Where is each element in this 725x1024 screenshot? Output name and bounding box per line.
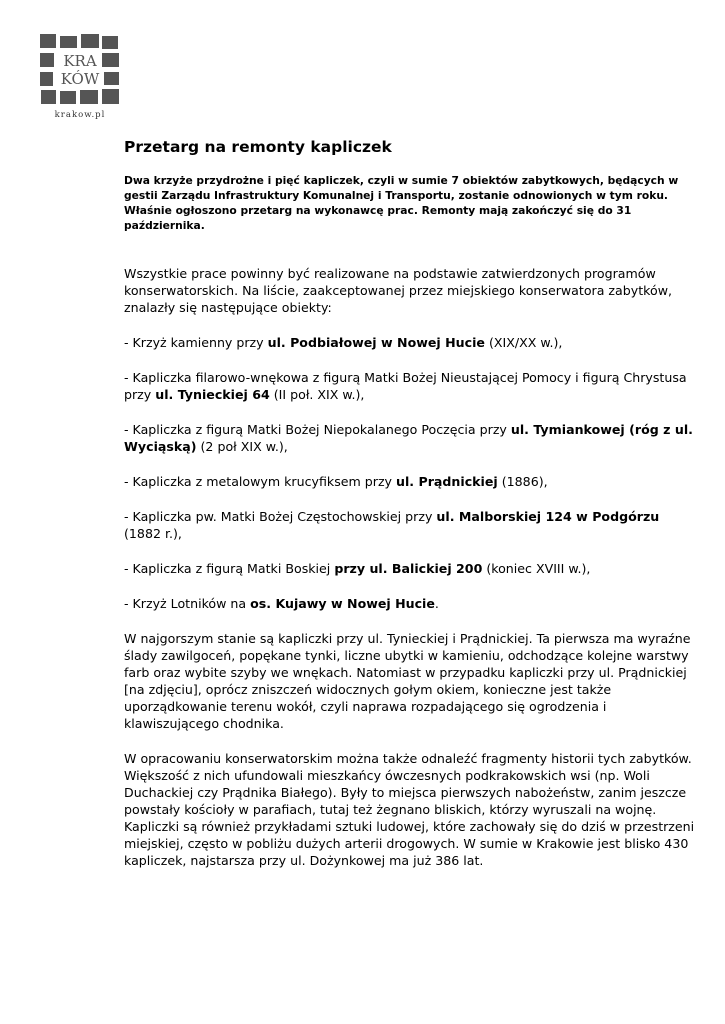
article-title: Przetarg na remonty kapliczek bbox=[124, 138, 392, 156]
logo-caption: krakow.pl bbox=[54, 110, 106, 120]
krakow-logo bbox=[38, 32, 122, 122]
intro-paragraph: Wszystkie prace powinny być realizowane na podstawie zatwierdzonych programów konserwatorskich. Na liście, zaakceptowanej przez miejskiego konserwatora zabytków, znalazły się następujące obiekty: bbox=[124, 266, 672, 315]
list-item: - Kapliczka filarowo-wnękowa z figurą Matki Bożej Nieustającej Pomocy i figurą Chrystusa przy ul. Tynieckiej 64 (II poł. XIX w.), bbox=[124, 370, 687, 402]
list-item: - Krzyż Lotników na os. Kujawy w Nowej Hucie. bbox=[124, 596, 439, 611]
article-lead: Dwa krzyże przydrożne i pięć kapliczek, czyli w sumie 7 obiektów zabytkowych, będących w gestii Zarządu Infrastruktury Komunalnej i Transportu, zostanie odnowionych w tym roku. Właśnie ogłoszono przetarg na wykonawcę prac. Remonty mają zakończyć się do 31 października. bbox=[124, 174, 679, 232]
list-item: - Kapliczka z figurą Matki Bożej Niepokalanego Poczęcia przy ul. Tymiankowej (róg z ul. Wyciąską) (2 poł XIX w.), bbox=[124, 422, 693, 454]
list-item: - Kapliczka pw. Matki Bożej Częstochowskiej przy ul. Malborskiej 124 w Podgórzu (1882 r.), bbox=[124, 509, 660, 541]
krakow-logo-mark bbox=[38, 32, 122, 108]
logo-text-line2: KÓW bbox=[60, 70, 100, 88]
article-body bbox=[124, 265, 699, 869]
logo-text-line1: KRA bbox=[63, 52, 97, 70]
history-paragraph: W opracowaniu konserwatorskim można także odnaleźć fragmenty historii tych zabytków. Większość z nich ufundowali mieszkańcy ówczesnych podkrakowskich wsi (np. Woli Duchackiej czy Prądnika Białego). Były to miejsca pierwszych nabożeństw, zanim jeszcze powstały kościoły w parafiach, tutaj też żegnano bliskich, którzy wyruszali na wojnę. Kapliczki są również przykładami sztuki ludowej, które zachowały się do dziś w przestrzeni miejskiej, często w pobliżu dużych arterii drogowych. W sumie w Krakowie jest blisko 430 kapliczek, najstarsza przy ul. Dożynkowej ma już 386 lat. bbox=[124, 751, 695, 868]
list-item: - Kapliczka z metalowym krucyfiksem przy ul. Prądnickiej (1886), bbox=[124, 474, 548, 489]
list-item: - Krzyż kamienny przy ul. Podbiałowej w Nowej Hucie (XIX/XX w.), bbox=[124, 335, 563, 350]
article bbox=[124, 137, 699, 887]
condition-paragraph: W najgorszym stanie są kapliczki przy ul. Tynieckiej i Prądnickiej. Ta pierwsza ma wyraźne ślady zawilgoceń, popękane tynki, liczne ubytki w kamieniu, odchodzące kolejne warstwy farb oraz wybite szyby we wnękach. Natomiast w przypadku kapliczki przy ul. Prądnickiej [na zdjęciu], oprócz zniszczeń widocznych gołym okiem, konieczne jest także uporządkowanie terenu wokół, czyli naprawa rozpadającego się ogrodzenia i klawiszującego chodnika. bbox=[124, 631, 691, 731]
list-item: - Kapliczka z figurą Matki Boskiej przy ul. Balickiej 200 (koniec XVIII w.), bbox=[124, 561, 591, 576]
